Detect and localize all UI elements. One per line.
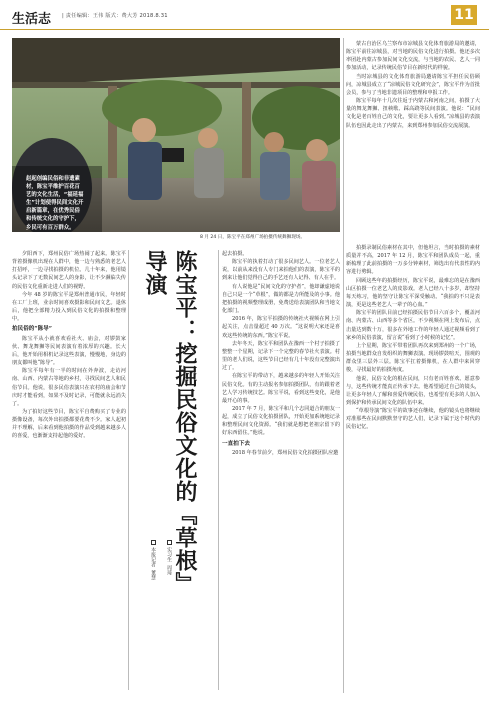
article-column-top-right [346,40,480,240]
headline-block [132,250,216,690]
paragraph: “草根导演”陈宝平的故事还在继续，他的镜头也将继续对准那些在民间默默坚守的艺人们，记录下属于这个时代的民俗记忆。 [346,408,480,431]
photo-caption: 8 月 24 日，陈宝平在郑州广场拍摄传统舞狮现场。 [200,235,306,240]
paragraph: 陈宝平从小就喜欢看社火、庙会，对锣鼓家伙、舞龙舞狮等民间表演有着浓厚的兴趣。长大后，他开始用相机记录这些表演，慢慢地，身边的朋友都叫他“陈导”。 [12,335,126,367]
section-name: 生活志 [12,12,52,27]
paragraph: 2018 年春节前夕，郑州民俗文化拍摄团队应邀 [232,449,339,456]
page-header [0,0,489,30]
paragraph: 蒙古自治区乌兰察布市凉城县文化体育旅游局的邀请，陈宝平前往凉城县，对当地的民俗文化进行拍摄。他还多次率团赴内蒙古参加民间文化交流，与当地的农民、艺人一同参加活动，记录传统民俗节目在新时代的样貌。 [346,41,480,72]
paragraph: 回顾这些年的拍摄经历，陈宝平说，最难忘的是在豫西山区拍摄一位老艺人的皮影戏。老人已经八十多岁，却坚持每天练习，他的坚守让陈宝平深受触动。“我拍的不只是表演，更是这些老艺人一辈子的心血。” [346,277,480,309]
paragraph: 在陈宝平的带动下，越来越多的年轻人开始关注民俗文化。有的主动报名参加拍摄团队，有的跟着老艺人学习传统技艺。陈宝平说，看到这些变化，是他最开心的事。 [222,373,340,404]
article-column-right [346,244,480,692]
paragraph: 陈宝平每年有一半的时间在外奔波，走访河南、山西、内蒙古等地的乡村，寻找民间艺人和民俗节目。他说，很多民俗表演只在农村的庙会和节庆时才能看到，如果不及时记录，可能就永远消失了。 [12,368,126,407]
paragraph: 陈宝平每年十几次往返于内蒙古和河南之间，拍摄了大量的舞龙舞狮、扭秧歌、踩高跷等民间表演。他说：“民间文化是老百姓自己的文化，要让更多人看到。”凉城县的表演队伍也因此走出了内蒙古，来到郑州参加民俗交流展演。 [346,98,480,129]
column-divider [218,250,219,690]
paragraph: 陈宝平的团队目前已经拍摄民俗节目六百多个，覆盖河南、内蒙古、山西等多个省区。不少视频在网上发布后，点击量达到数十万，很多在外地工作的年轻人通过视频看到了家乡的民俗表演，留言说“看到了小时候的记忆”。 [346,310,480,341]
column-divider [343,38,344,693]
page-number: 11 [451,5,477,25]
paragraph: 拍摄录制民俗素材在其中，但他坦言，当时拍摄的素材质量并不高，2017 年 12 月，陈宝平和团队成员一起，重新梳理了此前拍摄的一万多分钟素材，筛选出有代表性的内容进行剪辑。 [346,245,480,276]
column-divider [128,250,129,690]
byline-intern: 实习生 周琦 [166,540,173,575]
paragraph: 夕阳西下，郑州民俗广场热闹了起来。陈宝平背着摄像机出现在人群中，他一边与熟悉的老艺人打招呼，一边寻找拍摄的机位。几十年来，他用镜头记录下了无数民间艺人的身影，让不少濒临失传的民俗文化重新走进人们的视野。 [12,251,126,290]
paragraph: 为了拍好这些节目，陈宝平自费购买了专业的摄像设备，每次外出拍摄都要花费不少。家人起初并不理解，后来看到他拍摄的作品受到越来越多人的喜爱，也渐渐支持起他的爱好。 [12,408,126,440]
paragraph: 有人说他是“民间文化的守护者”，他却谦虚地说自己只是一个“草根”，做的都是力所能及的小事。他把拍摄的视频整理成册，免费送给表演团队和当地文化部门。 [222,283,340,315]
byline-box-icon [167,540,172,545]
subheading: 拍民俗的“陈导” [12,326,52,333]
paragraph: 上个星期，陈宝平带着团队再次来到郑州的一个广场，拍摄当地群众自发组织的舞狮表演。现场锣鼓喧天，围观的群众里三层外三层。陈宝平扛着摄像机，在人群中来回穿梭，寻找最好的拍摄角度。 [346,342,480,374]
paragraph: 今年 48 岁的陈宝平是郑州普通市民，年轻时在工厂上班，业余时间喜欢摄影和民间文艺。退休后，他把全部精力投入到民俗文化的拍摄和整理中。 [12,291,126,323]
paragraph: 他说，民俗文化的根在民间，只有老百姓喜欢、愿意参与，这些传统才能真正传承下去。他希望通过自己的镜头，让更多年轻人了解和喜爱传统民俗，也希望有更多的人加入到保护和传承民间文化的队伍中来。 [346,375,480,406]
byline-reporter: 本报记者 董慧 [150,540,157,580]
paragraph: 2016 年，陈宝平拍摄的传统社火视频在网上引起关注，点击量超过 40 万次。“这说明大家还是喜欢这些传统的东西。”陈宝平说。 [222,316,340,339]
article-column-middle [222,250,340,695]
header-meta: | 责任编辑：王伟 版式：费大芳 2018.8.31 [62,13,168,19]
photo-overlay-text: 赵起创编民俗和非遗素材，陈宝平维护百花百艺的文化生活，“福延福生”计划使得民间文化开启新篇章，在优秀民俗和传统文化的守护下，乡民可有百万群众。 [26,176,84,231]
byline-box-icon [151,540,156,545]
paragraph: 当时凉城县的文化体育旅游局邀请陈宝平担任民俗顾问，凉城县成立了“凉城民俗文化研究会”，陈宝平作为首批会员，参与了当地非遗项目的整理和申报工作。 [346,73,480,96]
paragraph: 起去拍摄。 [222,251,248,257]
feature-photo [12,38,340,232]
article-column-left [12,250,126,695]
paragraph: 2017 年 7 月，陈宝平和几个志同道合的朋友一起，成立了民俗文化拍摄团队，开始更加系统地记录和整理民间文化资源。“我们就是想把老祖宗留下的好东西留住。”他说。 [222,405,340,437]
headline: 陈宝平：挖掘民俗文化的『草根』导演 [142,250,198,584]
paragraph: 陈宝平的执着打动了很多民间艺人。一位老艺人说，以前从来没有人专门来拍他们的表演，陈宝平的到来让他们觉得自己的手艺还有人记得、有人在乎。 [222,259,340,282]
subheading: 一直拍下去 [222,440,250,447]
paragraph: 去年冬天，陈宝平和团队在豫西一个村子拍摄了整整一个星期，记录下一个完整的春节社火表演。村里的老人们说，这些节目已经有几十年没有完整演出过了。 [222,340,340,372]
